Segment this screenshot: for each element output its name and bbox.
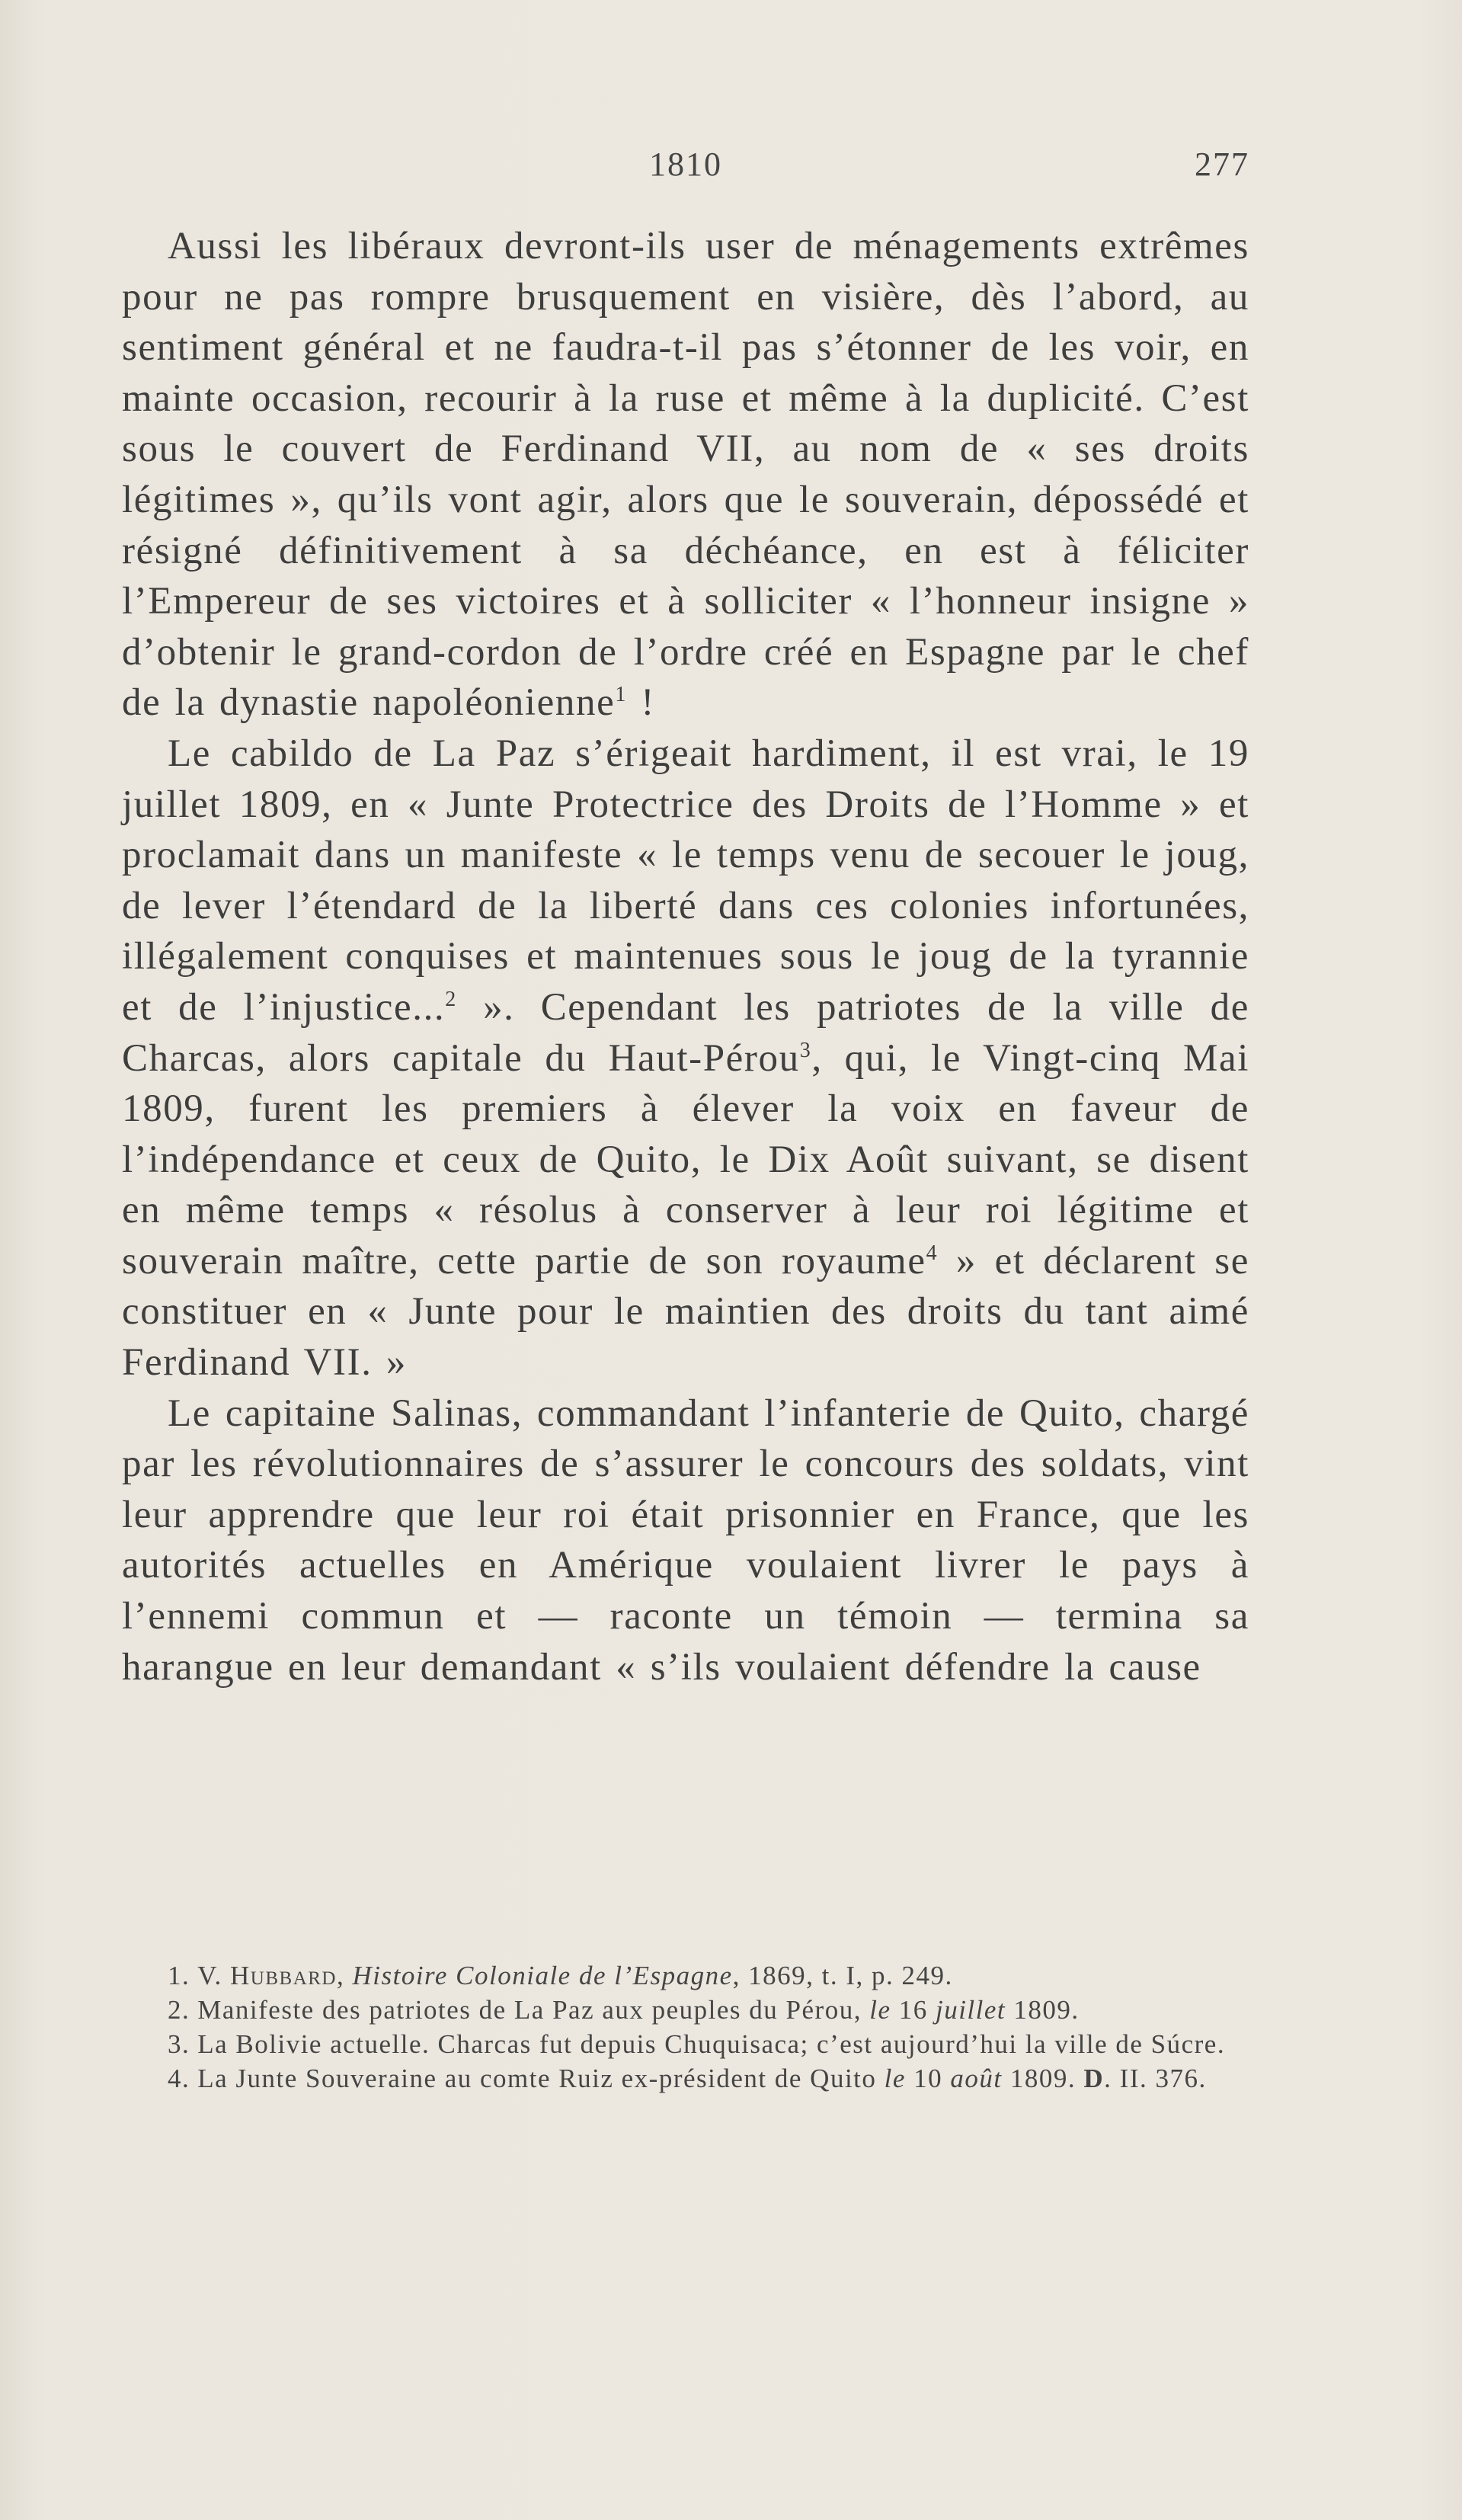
paragraph-2-text-d: » et déclarent se constituer en « Junte pour le maintien des droits du tant aimé Ferdinand VII. » [122,1239,1249,1385]
footnote-4-day: 10 [905,2064,951,2093]
footnote-4-number: 4. [168,2064,190,2093]
paragraph-1 [122,221,1249,728]
footnote-1-title: Histoire Coloniale de l’Espagne [352,1961,733,1990]
footnote-ref-1: 1 [615,683,627,707]
footnote-ref-3: 3 [799,1038,812,1062]
paragraph-1-tail: ! [626,681,655,725]
paragraph-2-text-b: ». Cependant les patriotes de la ville de Charcas, alors capitale du Haut-Pérou [122,985,1249,1080]
footnote-4 [122,2061,1249,2096]
footnote-4-pre: La Junte Souveraine au comte Ruiz ex-président de Quito [197,2064,885,2093]
footnote-4-post: . II. 376. [1104,2064,1207,2093]
running-header [122,145,1249,198]
paragraph-2 [122,728,1249,1388]
footnote-3-number: 3. [168,2029,190,2059]
footnote-2-month: juillet [935,1995,1006,2025]
footnote-4-source: D [1083,2064,1105,2093]
footnote-1 [122,1958,1249,1993]
paragraph-3-text: Le capitaine Salinas, commandant l’infanterie de Quito, chargé par les révolutionnaires de s’assurer le concours des soldats, vint leur apprendre que leur roi était prisonnier en France, que les autorités actuelles en Amérique voulaient livrer le pays à l’ennemi commun et — raconte un témoin — termina sa harangue en leur demandant « s’ils voulaient défendre la cause [122,1391,1249,1689]
footnote-2-year: 1809. [1006,1995,1080,2025]
header-year: 1810 [649,146,722,183]
footnote-4-le: le [884,2064,906,2093]
footnote-4-month: août [950,2064,1003,2093]
footnote-1-pre: V. [197,1961,231,1990]
footnotes [122,1958,1249,2096]
footnote-4-year: 1809. [1002,2064,1084,2093]
footnote-2-number: 2. [168,1995,190,2025]
paragraph-2-text-a: Le cabildo de La Paz s’érigeait hardiment, il est vrai, le 19 juillet 1809, en « Junte Protectrice des Droits de l’Homme » et proclamait dans un manifeste « le temps venu de secouer le joug, de lever l’étendard de la liberté dans ces colonies infortunées, illégalement conquises et maintenues sous le joug de la tyrannie et de l’injustice... [122,732,1249,1029]
footnote-2-le: le [869,1995,891,2025]
footnote-3-text: La Bolivie actuelle. Charcas fut depuis Chuquisaca; c’est aujourd’hui la ville de Súcre. [197,2029,1226,2059]
paragraph-2-text-c: , qui, le Vingt-cinq Mai 1809, furent les premiers à élever la voix en faveur de l’indépendance et ceux de Quito, le Dix Août suivant, se disent en même temps « résolus à conserver à leur roi légitime et souverain maître, cette partie de son royaume [122,1036,1249,1282]
footnote-1-number: 1. [168,1961,190,1990]
paragraph-1-text: Aussi les libéraux devront-ils user de ménagements extrêmes pour ne pas rompre brusquement en visière, dès l’abord, au sentiment général et ne faudra-t-il pas s’étonner de les voir, en mainte occasion, recourir à la ruse et même à la duplicité. C’est sous le couvert de Ferdinand VII, au nom de « ses droits légitimes », qu’ils vont agir, alors que le souverain, dépossédé et résigné définitivement à sa déchéance, en est à féliciter l’Empereur de ses victoires et à solliciter « l’honneur insigne » d’obtenir le grand-cordon de l’ordre créé en Espagne par le chef de la dynastie napoléonienne [122,225,1249,725]
footnote-ref-2: 2 [445,987,457,1011]
footnote-1-sep: , [336,1961,353,1990]
footnote-2-day: 16 [891,1995,936,2025]
paragraph-3 [122,1388,1249,1693]
footnote-2-pre: Manifeste des patriotes de La Paz aux peuples du Pérou, [197,1995,870,2025]
footnote-3 [122,2027,1249,2061]
footnote-1-post: , 1869, t. I, p. 249. [732,1961,953,1990]
main-text [122,221,1249,1692]
footnote-1-author: Hubbard [230,1961,337,1990]
footnote-ref-4: 4 [926,1241,939,1265]
footnote-2 [122,1993,1249,2027]
page-number: 277 [1195,146,1249,183]
